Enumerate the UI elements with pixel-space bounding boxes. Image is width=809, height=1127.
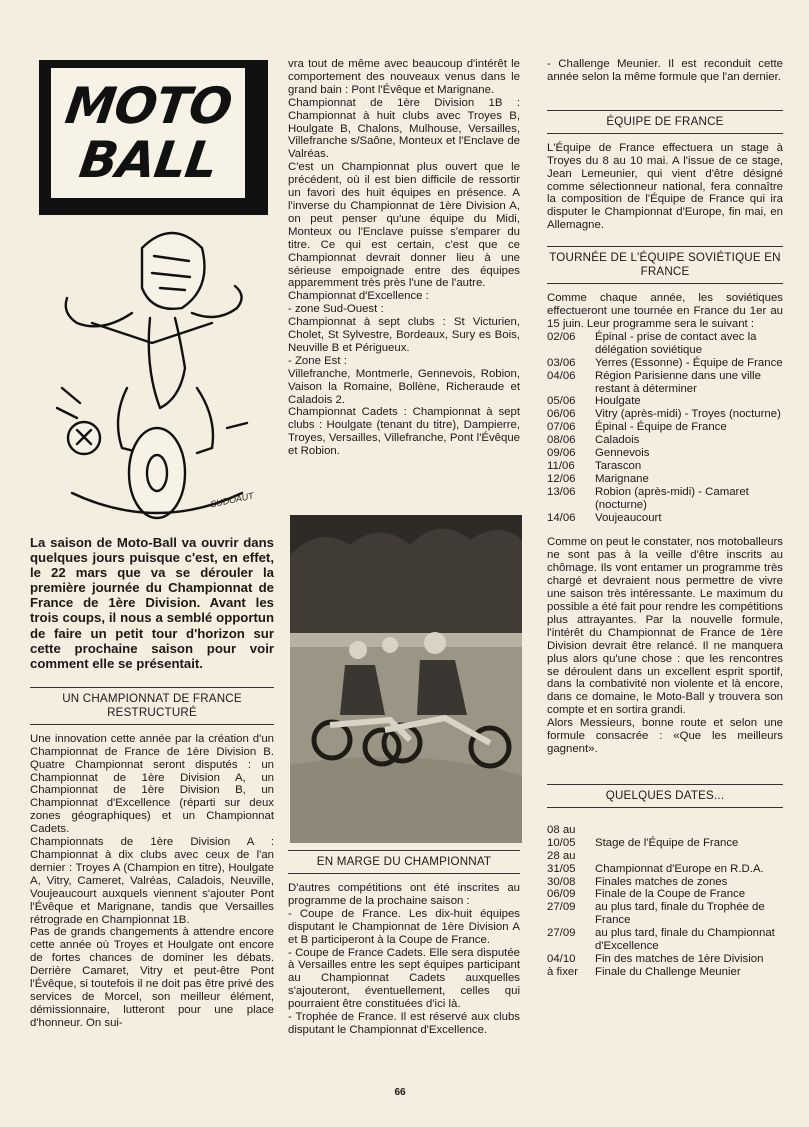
schedule-date: 02/06 xyxy=(547,330,576,343)
schedule-event: Stage de l'Équipe de France xyxy=(595,836,739,849)
schedule-date: 05/06 xyxy=(547,395,576,408)
schedule-date: 31/05 xyxy=(547,862,576,875)
motorcycle-rider-illustration xyxy=(32,218,272,530)
schedule-event xyxy=(595,850,783,863)
schedule-event: Caladois xyxy=(595,434,640,447)
schedule-date: 07/06 xyxy=(547,421,576,434)
intro-paragraph: La saison de Moto-Ball va ouvrir dans quelques jours puisque c'est, en effet, le 22 mars que va se dérouler la première journée du Championnat de France de 1ère Division. Avant les trois coups, il nous a semblé opportun de faire un petit tour d'horizon sur cette prochaine saison pour voir comment elle se présentait. xyxy=(30,535,274,671)
body-paragraph: - Challenge Meunier. Il est reconduit cette année selon la même formule que l'an dernier. xyxy=(547,58,783,83)
match-photo xyxy=(290,515,522,843)
schedule-date: 11/06 xyxy=(547,459,575,472)
body-paragraph: vra tout de même avec beaucoup d'intérêt le comportement des nouveaux venus dans le grand bain : Pont l'Évêque et Marignane. xyxy=(288,58,520,96)
logo-line-2: BALL xyxy=(75,131,221,189)
body-paragraph: C'est un Championnat plus ouvert que le précédent, où il est bien difficile de ressortir un favori des huit équipes en présence. A l'inverse du Championnat de 1ère Division A, on peut penser qu'une équipe du Midi, Monteux ou l'Enclave puisse s'emparer du titre. Ce qui est certain, c'est que ce Championnat devrait donner lieu à une sérieuse empoignade entre des équipes apparemment très près l'une de l'autre. xyxy=(288,161,520,290)
schedule-event: Épinal - prise de contact avec la délégation soviétique xyxy=(595,330,757,356)
schedule-event: Épinal - Équipe de France xyxy=(595,421,727,434)
body-paragraph: Comme chaque année, les soviétiques effectueront une tournée en France du 1er au 15 juin. Leur programme sera le suivant : xyxy=(547,292,783,330)
schedule-date: 06/06 xyxy=(547,408,576,421)
body-paragraph: Comme on peut le constater, nos motoballeurs ne sont pas à la veille d'être inscrits au chômage. Ils vont entamer un programme très chargé et devraient nous permettre de vivre une saison très intéressante. Le maximum du possible a été fait pour rendre les compétitions plus attrayantes. Par la nouvelle formule, l'intérêt du Championnat de France de 1ère Division devrait être relancé. Il ne manquera plus alors qu'une chose : que les rencontres se déroulent dans un excellent esprit sportif, dans la combativité non violente et là encore, dans ce domaine, le Moto-Ball y trouvera son compte et en sortira grandi. xyxy=(547,536,783,717)
section-heading: QUELQUES DATES... xyxy=(547,784,783,808)
moto-ball-logo xyxy=(39,60,268,215)
schedule-date: à fixer xyxy=(547,965,579,978)
logo-line-1: MOTO xyxy=(61,77,235,135)
body-paragraph: - Coupe de France Cadets. Elle sera disputée à Versailles entre les sept équipes participant au Championnat Cadets auxquelles s'ajouteront, éventuellement, celles qui pourraient être constituées d'ici là. xyxy=(288,946,520,1011)
schedule-event: Yerres (Essonne) - Équipe de France xyxy=(595,356,783,369)
body-paragraph: - Coupe de France. Les dix-huit équipes disputant le Championnat de 1ère Division A et B participeront à la Coupe de France. xyxy=(288,907,520,946)
body-paragraph: L'Équipe de France effectuera un stage à Troyes du 8 au 10 mai. A l'issue de ce stage, Jean Lemeunier, qui vient d'être désigné comme sélectionneur national, fera connaître la composition de l'Équipe de France qui ira disputer le Championnat d'Europe, fin mai, en Allemagne. xyxy=(547,141,783,232)
body-paragraph: Championnat d'Excellence : xyxy=(288,290,429,303)
schedule-event: Championnat d'Europe en R.D.A. xyxy=(595,862,764,875)
schedule-date: 30/08 xyxy=(547,875,576,888)
schedule-date: 27/09 xyxy=(547,927,576,940)
schedule-date: 13/06 xyxy=(547,485,576,498)
column-1 xyxy=(30,535,274,1030)
body-paragraph: Une innovation cette année par la création d'un Championnat de France de 1ère Division B. Quatre Championnat seront disputés : un Championnat de 1ère Division A, un Championnat de 1ère Division B, un Championnat d'Excellence (réparti sur deux zones géographiques) et un Championnat Cadets. xyxy=(30,732,274,836)
body-paragraph: Championnats de 1ère Division A : Championnat à dix clubs avec ceux de l'an dernier : Troyes A (Champion en titre), Houlgate A, Vitry, Cameret, Valréas, Caladois, Neuville, Voujeaucourt auxquels viennent s'ajouter Pont l'Évêque et Marignane, tandis que Versailles rétrograde en Championnat 1B. xyxy=(30,836,274,926)
section-heading: UN CHAMPIONNAT DE FRANCE RESTRUCTURÉ xyxy=(30,687,274,725)
body-paragraph: - Trophée de France. Il est réservé aux clubs disputant le Championnat d'Excellence. xyxy=(288,1011,520,1036)
schedule-event: Fin des matches de 1ère Division xyxy=(595,952,764,965)
column-2 xyxy=(288,58,520,458)
illustrator-signature: SUDOAUT xyxy=(209,490,255,510)
section-heading: EN MARGE DU CHAMPIONNAT xyxy=(288,850,520,874)
schedule-date: 06/09 xyxy=(547,888,576,901)
body-paragraph: D'autres compétitions ont été inscrites au programme de la prochaine saison : xyxy=(288,882,520,907)
section-en-marge xyxy=(288,850,520,1037)
schedule-event: Finale du Challenge Meunier xyxy=(595,965,741,978)
schedule-event: Région Parisienne dans une ville restant à déterminer xyxy=(595,369,761,395)
schedule-event: Finales matches de zones xyxy=(595,875,728,888)
schedule-event xyxy=(595,824,783,837)
body-paragraph: Pas de grands changements à attendre encore cette année où Troyes et Houlgate ont encore de fortes chances de dominer les débats. Derrière Camaret, Vitry et peut-être Pont l'Évêque, si toutefois il ne doit pas être privé des services de Morcel, son meilleur élément, démissionnaire, lutteront pour une place d'honneur. On sui- xyxy=(30,926,274,1029)
body-paragraph: Villefranche, Montmerle, Gennevois, Robion, Vaison la Romaine, Bollène, Richeraude et Caladois 2. xyxy=(288,367,520,406)
schedule-date: 28 au xyxy=(547,849,576,862)
schedule-event: au plus tard, finale du Trophée de France xyxy=(595,901,765,927)
column-3 xyxy=(547,58,783,979)
tour-schedule xyxy=(547,331,783,525)
schedule-date: 08/06 xyxy=(547,434,576,447)
schedule-event: Robion (après-midi) - Camaret (nocturne) xyxy=(595,485,749,511)
body-paragraph: - zone Sud-Ouest : xyxy=(288,303,384,316)
schedule-event: au plus tard, finale du Championnat d'Excellence xyxy=(595,927,775,953)
key-dates-list xyxy=(547,824,783,979)
schedule-date: 12/06 xyxy=(547,472,576,485)
body-paragraph: Championnat de 1ère Division 1B : Championnat à huit clubs avec Troyes B, Houlgate B, Chalons, Mulhouse, Versailles, Villefranche s/Saône, Monteux et l'Enclave de Valréas. xyxy=(288,96,520,161)
section-heading: TOURNÉE DE L'ÉQUIPE SOVIÉTIQUE EN FRANCE xyxy=(547,246,783,284)
section-heading: ÉQUIPE DE FRANCE xyxy=(547,110,783,134)
body-paragraph: - Zone Est : xyxy=(288,354,347,367)
schedule-date: 09/06 xyxy=(547,447,576,460)
schedule-date: 14/06 xyxy=(547,511,576,524)
schedule-event: Marignane xyxy=(595,472,649,485)
schedule-date: 08 au xyxy=(547,823,576,836)
body-paragraph: Alors Messieurs, bonne route et selon une formule consacrée : «Que les meilleurs gagnent». xyxy=(547,717,783,755)
schedule-date: 04/06 xyxy=(547,369,576,382)
schedule-date: 10/05 xyxy=(547,836,576,849)
body-paragraph: Championnat à sept clubs : St Victurien, Cholet, St Sylvestre, Bordeaux, Sury es Bois, Neuville B et Périgueux. xyxy=(288,316,520,354)
schedule-event: Voujeaucourt xyxy=(595,511,662,524)
schedule-date: 04/10 xyxy=(547,952,576,965)
page-number: 66 xyxy=(394,1087,406,1098)
schedule-date: 27/09 xyxy=(547,901,576,914)
schedule-event: Gennevois xyxy=(595,447,650,460)
schedule-date: 03/06 xyxy=(547,356,576,369)
schedule-event: Vitry (après-midi) - Troyes (nocturne) xyxy=(595,408,781,421)
schedule-event: Tarascon xyxy=(595,459,642,472)
schedule-event: Houlgate xyxy=(595,395,641,408)
schedule-event: Finale de la Coupe de France xyxy=(595,888,746,901)
body-paragraph: Championnat Cadets : Championnat à sept clubs : Houlgate (tenant du titre), Dampierre, Troyes, Versailles, Villefranche, Pont l'Évêque et Robion. xyxy=(288,406,520,458)
